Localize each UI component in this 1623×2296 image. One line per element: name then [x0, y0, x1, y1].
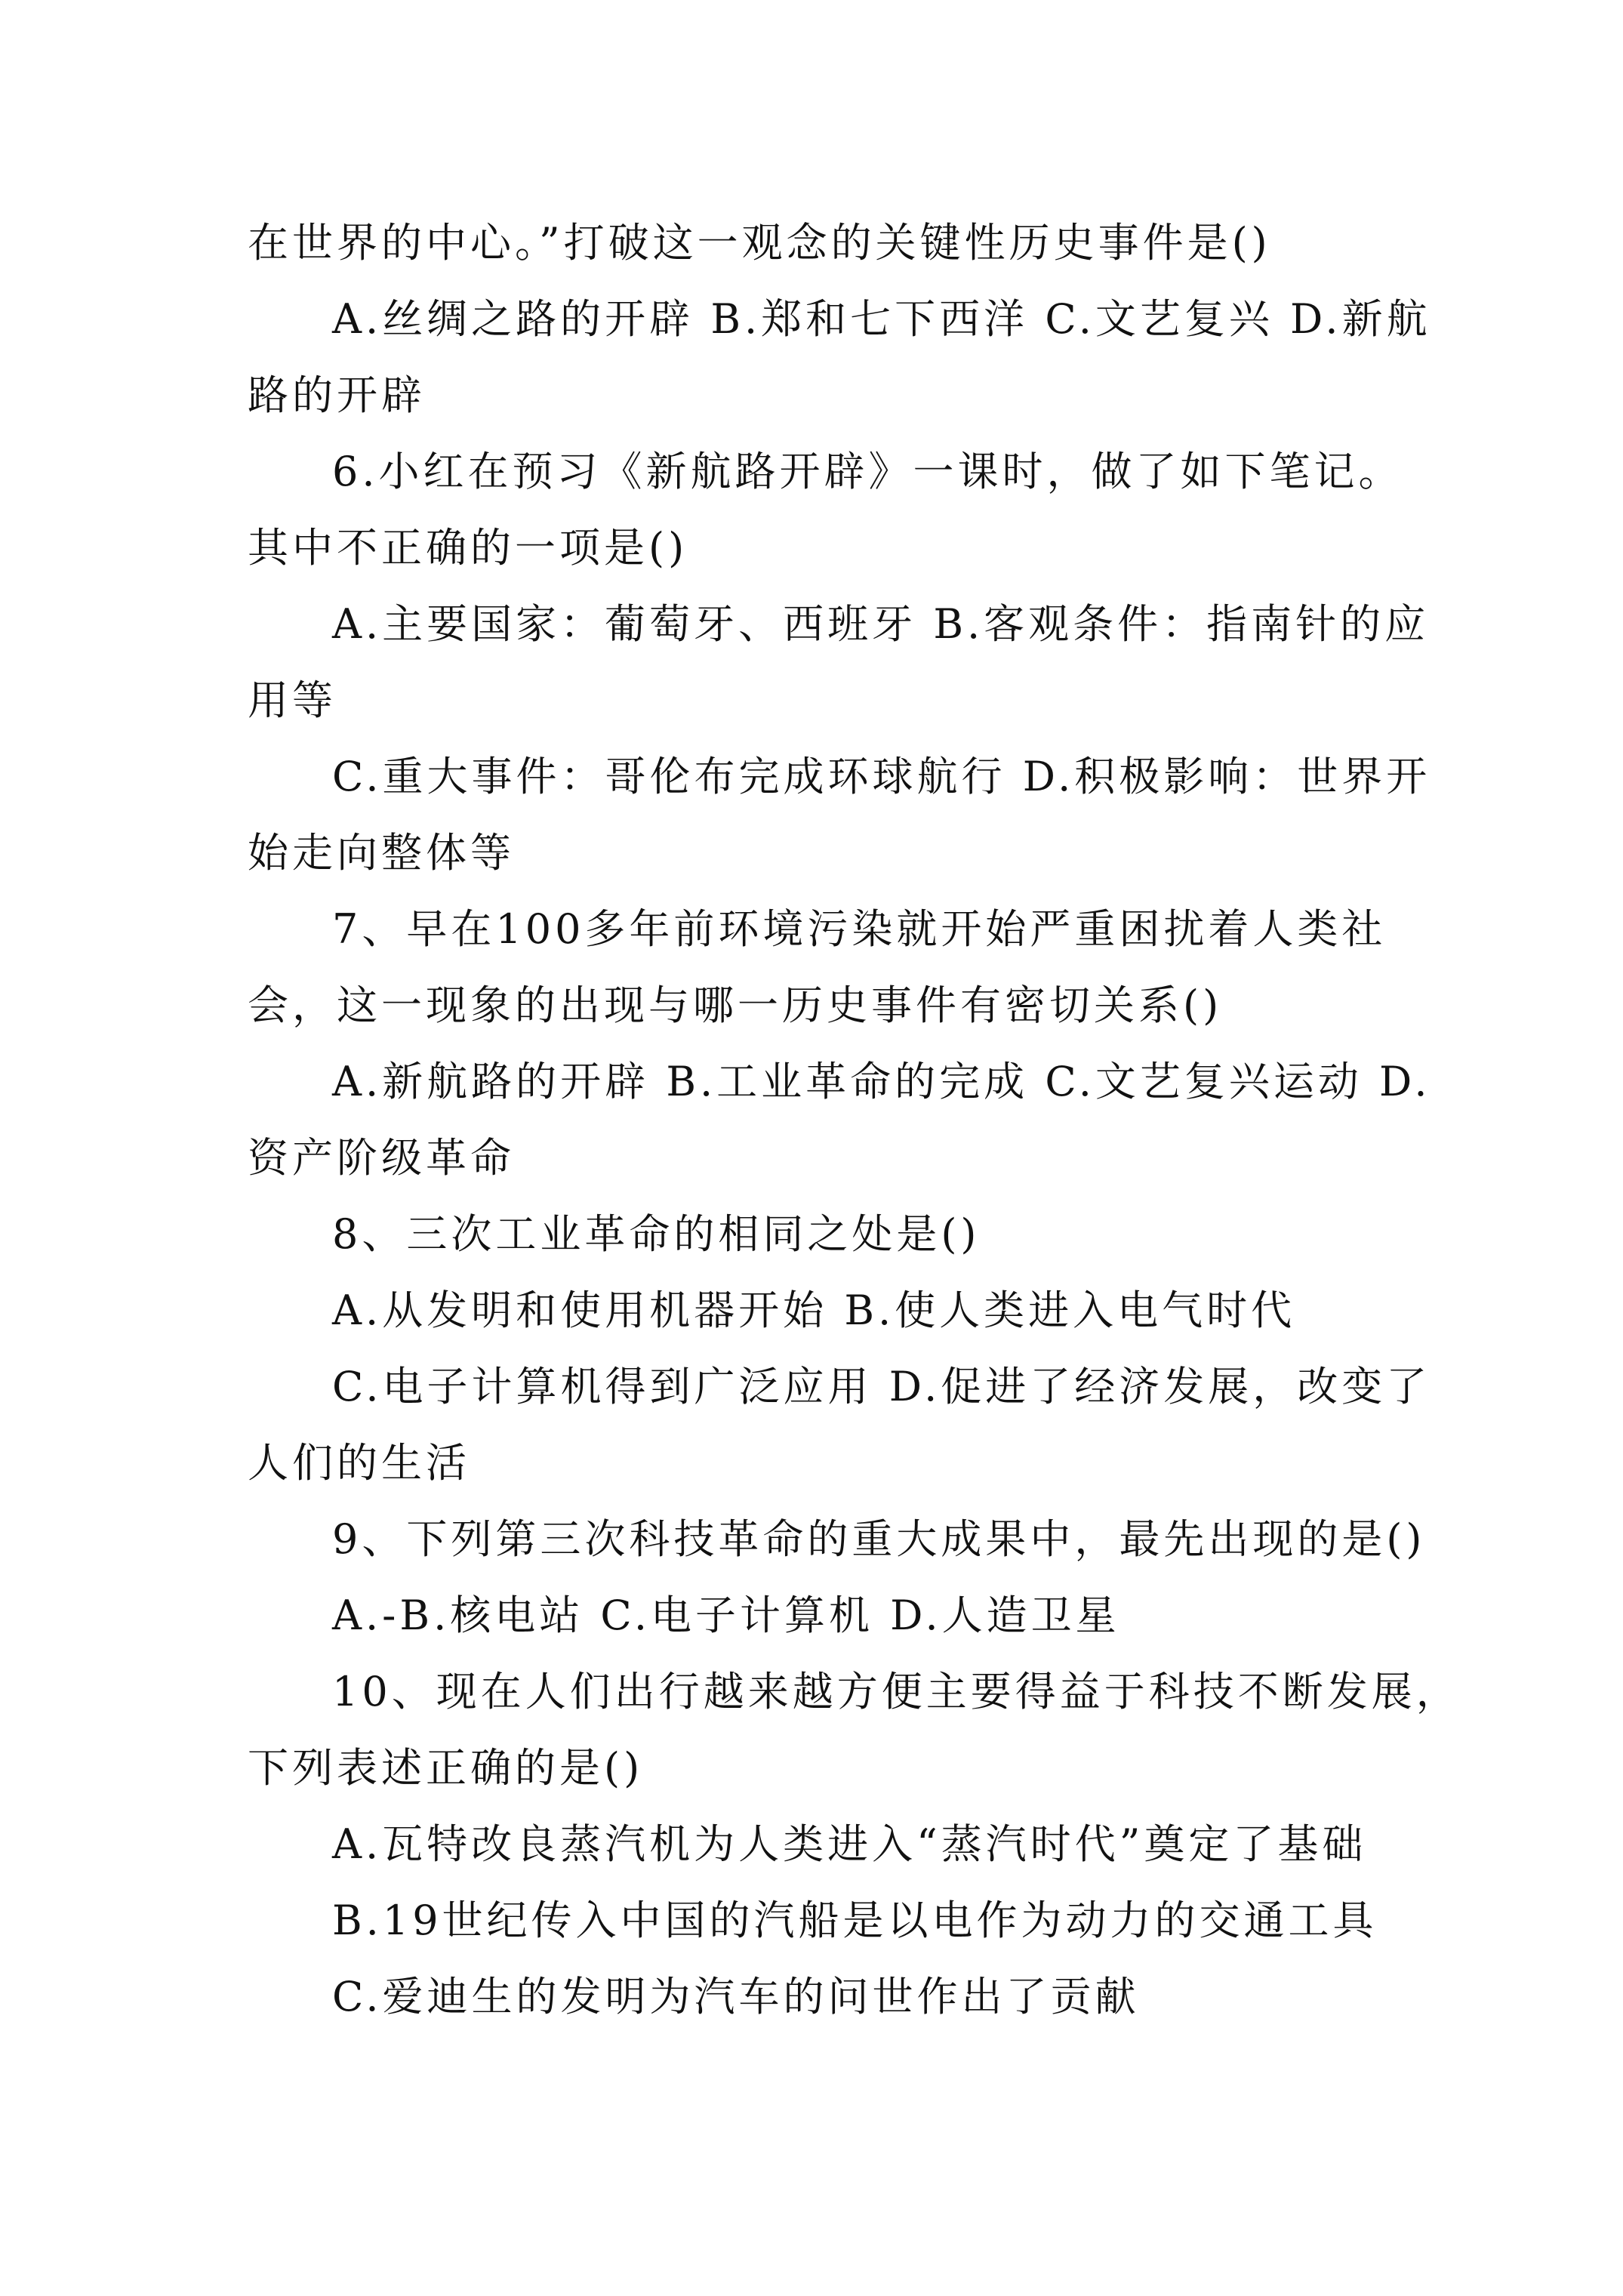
text-line: C.爱迪生的发明为汽车的问世作出了贡献: [332, 1973, 1140, 2020]
text-line: 会，这一现象的出现与哪一历史事件有密切关系(): [248, 982, 1223, 1029]
text-line: 8、三次工业革命的相同之处是(): [332, 1210, 981, 1258]
text-line: A.-B.核电站 C.电子计算机 D.人造卫星: [332, 1592, 1120, 1639]
text-line: A.主要国家：葡萄牙、西班牙 B.客观条件：指南针的应: [332, 600, 1430, 648]
text-line: 7、早在100多年前环境污染就开始严重困扰着人类社: [332, 905, 1387, 953]
text-line: 用等: [248, 676, 337, 724]
text-line: 人们的生活: [248, 1439, 470, 1487]
text-line: C.电子计算机得到广泛应用 D.促进了经济发展，改变了: [332, 1363, 1431, 1410]
text-line: 其中不正确的一项是(): [248, 524, 688, 572]
text-line: 10、现在人们出行越来越方便主要得益于科技不断发展，: [332, 1668, 1461, 1715]
text-line: 资产阶级革命: [248, 1134, 515, 1182]
text-line: A.新航路的开辟 B.工业革命的完成 C.文艺复兴运动 D.: [332, 1058, 1431, 1105]
text-line: C.重大事件：哥伦布完成环球航行 D.积极影响：世界开: [332, 753, 1431, 800]
text-line: B.19世纪传入中国的汽船是以电作为动力的交通工具: [332, 1897, 1378, 1944]
text-line: 始走向整体等: [248, 829, 515, 877]
text-line: 9、下列第三次科技革命的重大成果中，最先出现的是(): [332, 1515, 1426, 1563]
text-line: A.瓦特改良蒸汽机为人类进入“蒸汽时代”奠定了基础: [332, 1820, 1367, 1868]
text-line: 6.小红在预习《新航路开辟》一课时，做了如下笔记。: [332, 448, 1403, 495]
text-line: 在世界的中心。”打破这一观念的关键性历史事件是(): [248, 219, 1271, 267]
text-line: 下列表述正确的是(): [248, 1744, 644, 1792]
text-line: A.从发明和使用机器开始 B.使人类进入电气时代: [332, 1287, 1296, 1334]
text-line: A.丝绸之路的开辟 B.郑和七下西洋 C.文艺复兴 D.新航: [332, 295, 1431, 343]
text-line: 路的开辟: [248, 371, 426, 419]
